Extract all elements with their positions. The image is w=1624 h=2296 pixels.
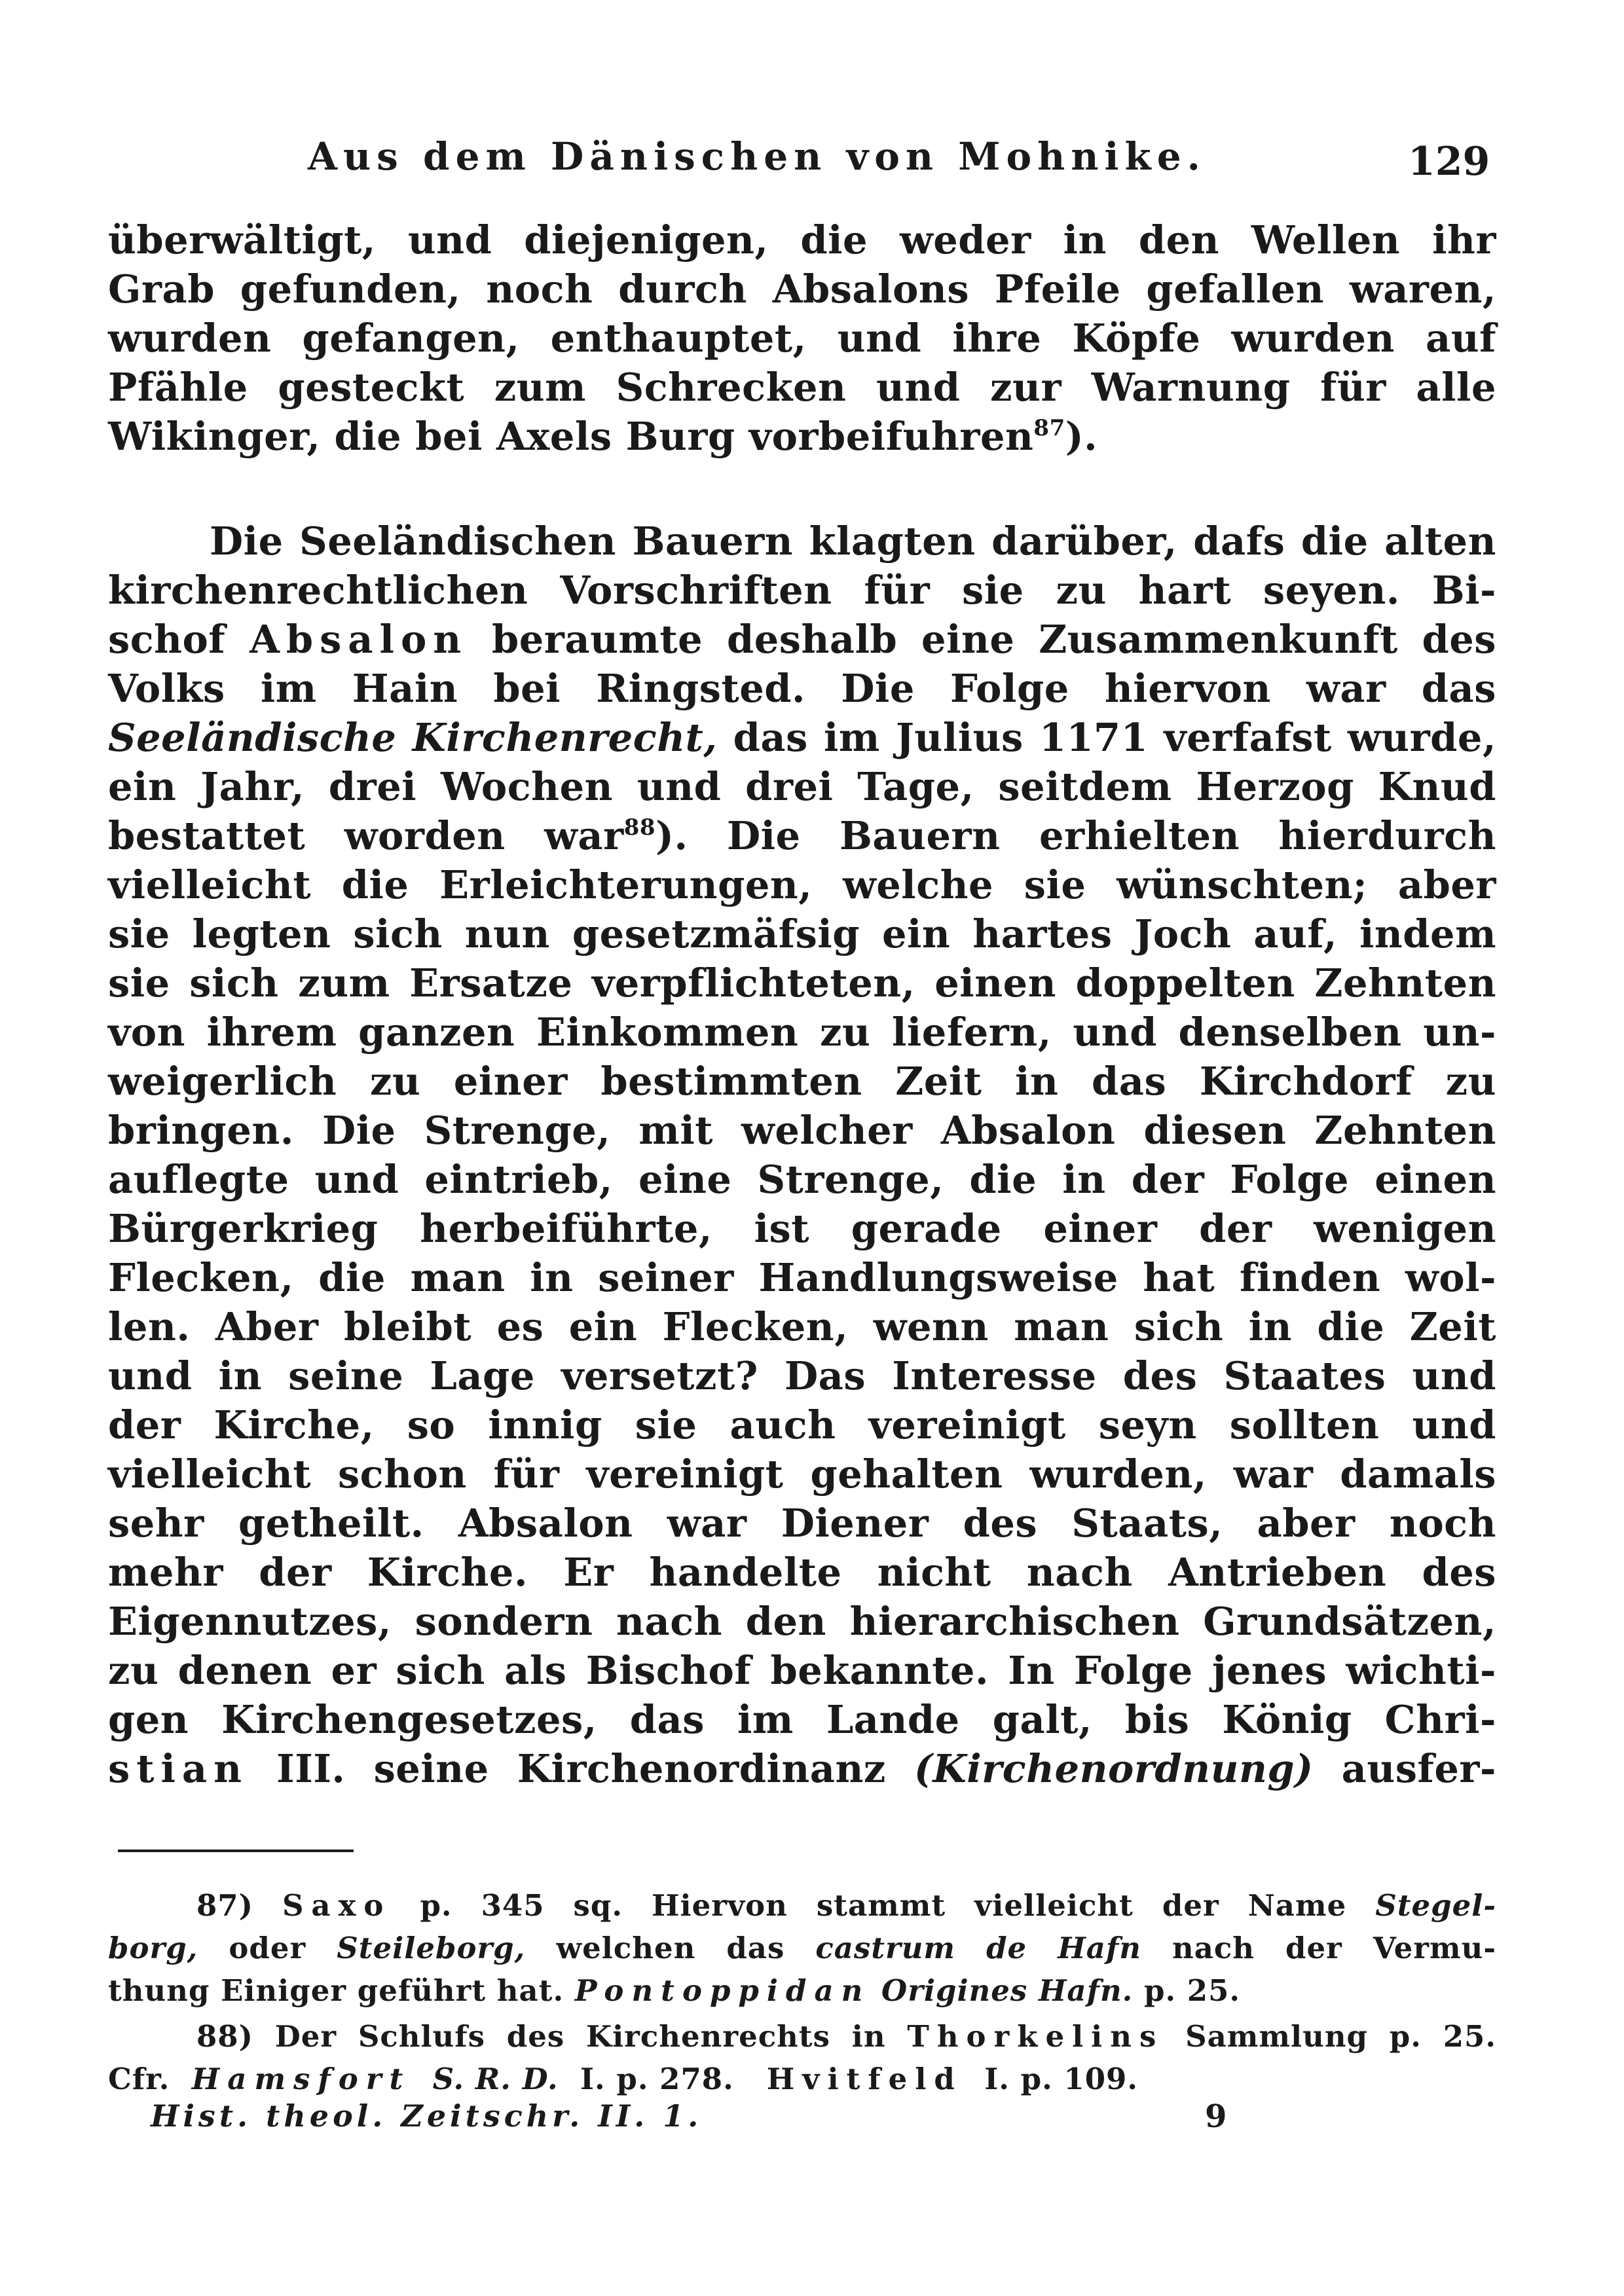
text-segment: ).	[1065, 414, 1098, 459]
italic-term: Steileborg,	[337, 1931, 526, 1965]
text-segment: schof	[108, 617, 226, 662]
footnote-line	[108, 1971, 1496, 2011]
text-line: zu denen er sich als Bischof bekannte. In Folge jenes wichti-	[108, 1648, 1496, 1693]
text-line: der Kirche, so innig sie auch vereinigt seyn sollten und	[108, 1402, 1496, 1448]
text-segment: ausfer-	[1341, 1746, 1496, 1791]
author-name: Pontoppidan	[574, 1973, 871, 2008]
text-line: ein Jahr, drei Wochen und drei Tage, seitdem Herzog Knud	[108, 764, 1496, 809]
text-line: vielleicht schon für vereinigt gehalten wurden, war damals	[108, 1451, 1496, 1497]
footnote-line	[196, 2016, 1496, 2057]
footnote-line	[108, 1928, 1496, 1969]
text-line: Die Seeländischen Bauern klagten darüber, dafs die alten	[210, 519, 1496, 564]
text-segment: 88) Der Schlufs des Kirchenrechts in	[196, 2019, 886, 2054]
text-line	[108, 1745, 1496, 1793]
text-line: überwältigt, und diejenigen, die weder in den Wellen ihr	[108, 217, 1496, 263]
footnote-line	[196, 1886, 1496, 1926]
sheet-signature: 9	[1205, 2098, 1227, 2135]
text-line: sehr getheilt. Absalon war Diener des Staats, aber noch	[108, 1501, 1496, 1546]
text-line: wurden gefangen, enthauptet, und ihre Köpfe wurden auf	[108, 316, 1496, 361]
footnote-line	[108, 2059, 1496, 2100]
text-segment: Cfr.	[108, 2062, 170, 2096]
text-line: vielleicht die Erleichterungen, welche sie wünschten; aber	[108, 862, 1496, 907]
text-line: Bürgerkrieg herbeiführte, ist gerade einer der wenigen	[108, 1206, 1496, 1251]
name-christian: stian	[108, 1746, 249, 1791]
text-line: Grab gefunden, noch durch Absalons Pfeile gefallen waren,	[108, 266, 1496, 312]
text-line: und in seine Lage versetzt? Das Interesse des Staates und	[108, 1353, 1496, 1398]
journal-signature: Hist. theol. Zeitschr. II. 1.	[151, 2098, 703, 2134]
footnote-rule	[118, 1850, 354, 1852]
text-segment: Sammlung p. 25.	[1185, 2019, 1496, 2054]
text-line: kirchenrechtlichen Vorschriften für sie zu hart seyen. Bi-	[108, 568, 1496, 613]
text-line: sie sich zum Ersatze verpflichteten, einen doppelten Zehnten	[108, 960, 1496, 1006]
text-segment: p. 25.	[1144, 1973, 1241, 2008]
author-name: Thorkelins	[907, 2019, 1164, 2054]
text-segment: I. p. 278.	[580, 2062, 734, 2096]
footnote-number: 87)	[196, 1888, 253, 1923]
footnote-ref: 88	[623, 814, 656, 841]
text-segment: das im Julius 1171 verfafst wurde,	[733, 715, 1496, 760]
text-segment: oder	[229, 1931, 306, 1965]
text-segment: III. seine Kirchenordinanz	[276, 1746, 886, 1791]
text-segment: bestattet worden war	[108, 813, 624, 858]
text-line: sie legten sich nun gesetzmäfsig ein hartes Joch auf, indem	[108, 911, 1496, 957]
author-name: Saxo	[282, 1888, 392, 1923]
text-line: auflegte und eintrieb, eine Strenge, die in der Folge einen	[108, 1157, 1496, 1202]
text-segment: beraumte deshalb eine Zusammenkunft des	[491, 617, 1496, 662]
text-line	[108, 412, 1496, 461]
name-absalon: Absalon	[249, 617, 468, 662]
text-line: von ihrem ganzen Einkommen zu liefern, und denselben un-	[108, 1010, 1496, 1055]
italic-term: Stegel-	[1375, 1888, 1496, 1923]
text-line	[108, 714, 1496, 762]
text-segment: ). Die Bauern erhielten hierdurch	[655, 813, 1496, 858]
text-segment: welchen das	[556, 1931, 785, 1965]
text-segment: Wikinger, die bei Axels Burg vorbeifuhren	[108, 414, 1034, 459]
italic-term: castrum de Hafn	[815, 1931, 1141, 1965]
text-segment: thung Einiger geführt hat.	[108, 1973, 564, 2008]
author-name: Hamsfort	[191, 2062, 411, 2096]
text-line: Eigennutzes, sondern nach den hierarchischen Grundsätzen,	[108, 1599, 1496, 1644]
text-segment: nach der Vermu-	[1172, 1931, 1497, 1965]
italic-term: borg,	[108, 1931, 198, 1965]
text-line: Volks im Hain bei Ringsted. Die Folge hiervon war das	[108, 666, 1496, 711]
italic-term: Origines Hafn.	[881, 1973, 1134, 2008]
text-line: bringen. Die Strenge, mit welcher Absalon diesen Zehnten	[108, 1108, 1496, 1153]
text-line: gen Kirchengesetzes, das im Lande galt, bis König Chri-	[108, 1697, 1496, 1742]
footnote-ref: 87	[1033, 415, 1065, 441]
text-line: mehr der Kirche. Er handelte nicht nach Antrieben des	[108, 1550, 1496, 1595]
text-line: weigerlich zu einer bestimmten Zeit in das Kirchdorf zu	[108, 1059, 1496, 1104]
page-number: 129	[1408, 139, 1490, 185]
text-line	[108, 615, 1496, 664]
italic-gloss: (Kirchenordnung)	[914, 1746, 1314, 1791]
text-segment: I. p. 109.	[984, 2062, 1138, 2096]
text-line: len. Aber bleibt es ein Flecken, wenn man sich in die Zeit	[108, 1304, 1496, 1349]
text-line: Pfähle gesteckt zum Schrecken und zur Warnung für alle	[108, 365, 1496, 410]
author-name: Hvitfeld	[766, 2062, 963, 2096]
italic-title: Seeländische Kirchenrecht,	[108, 715, 718, 760]
text-line	[108, 812, 1496, 860]
running-title: Aus dem Dänischen von Mohnike.	[308, 134, 1206, 179]
text-line: Flecken, die man in seiner Handlungsweise hat finden wol-	[108, 1255, 1496, 1300]
text-segment: p. 345 sq. Hiervon stammt vielleicht der Name	[420, 1888, 1347, 1923]
italic-term: S. R. D.	[432, 2062, 559, 2096]
